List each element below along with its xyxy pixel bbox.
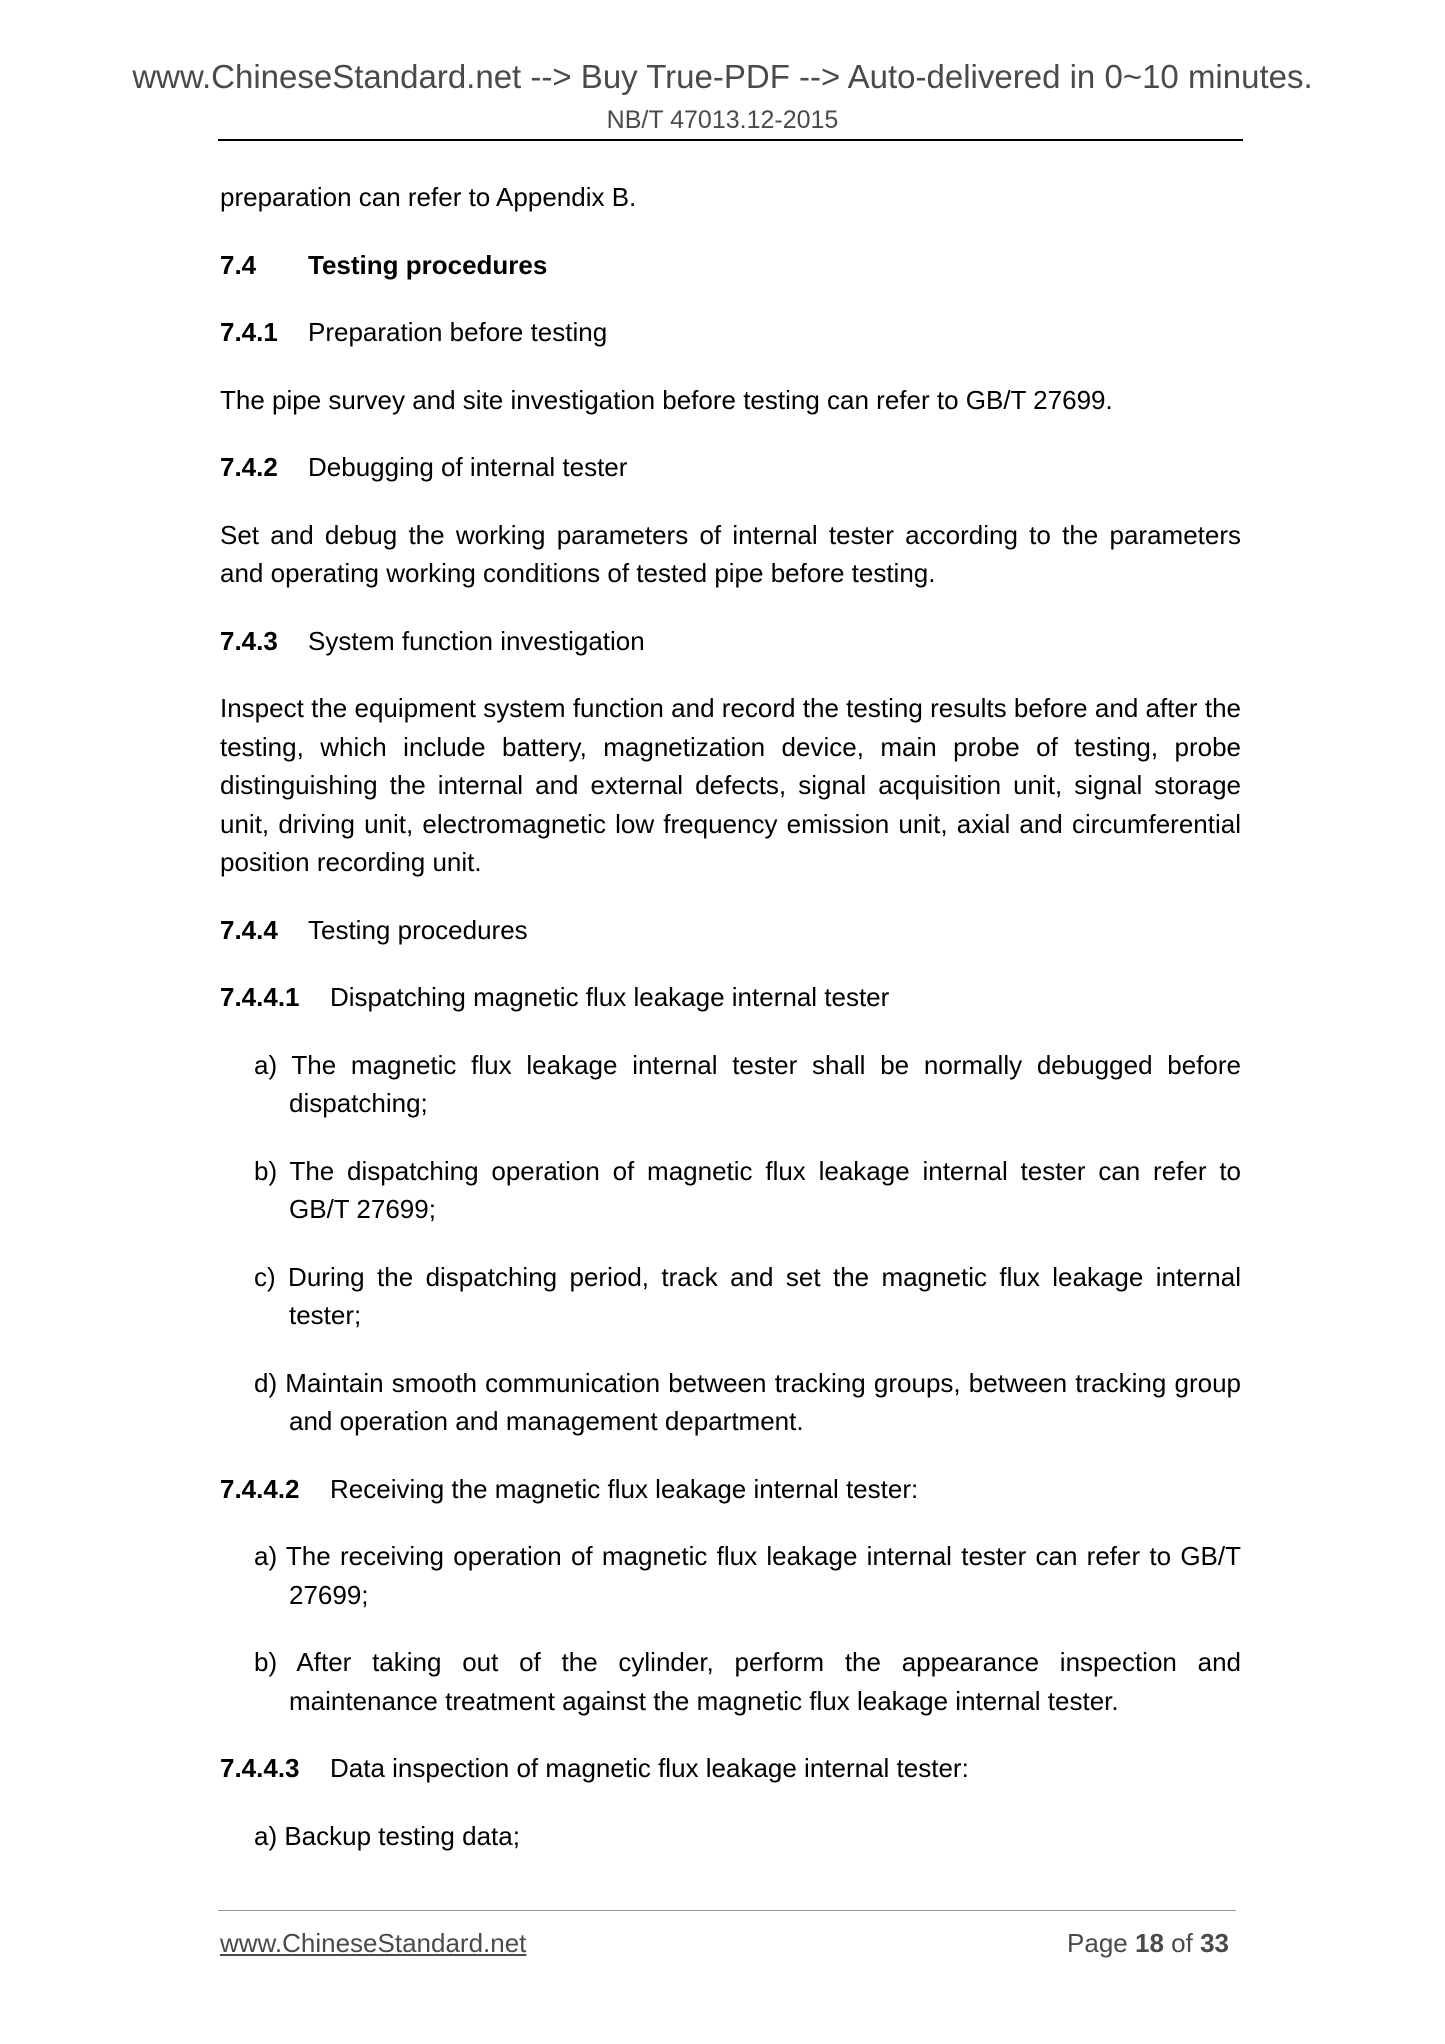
section-number: 7.4.4.3 — [220, 1753, 300, 1783]
standard-number: NB/T 47013.12-2015 — [606, 106, 839, 134]
section-7-4-4-2-heading — [220, 1470, 1241, 1509]
section-number: 7.4 — [220, 249, 257, 280]
section-7-4-3-text: Inspect the equipment system function and record the testing results before and after the testing, which include battery, magnetization device, main probe of testing, probe distinguishing the internal and external defects, signal acquisition unit, signal storage unit, driving unit, electromagnetic low frequency emission unit, axial and circumferential position recording unit. — [220, 693, 1241, 877]
section-7-4-3-heading — [220, 622, 1241, 661]
section-number: 7.4.4.1 — [220, 982, 300, 1012]
page-prefix: Page — [1067, 1928, 1128, 1958]
section-number: 7.4.4 — [220, 914, 278, 945]
section-number: 7.4.3 — [220, 625, 278, 656]
footer-divider — [218, 1910, 1236, 1911]
section-title: Debugging of internal tester — [308, 452, 628, 482]
header-divider — [218, 139, 1243, 141]
list-item: a) The magnetic flux leakage internal tester shall be normally debugged before dispatching; — [254, 1049, 1241, 1118]
section-number: 7.4.2 — [220, 452, 278, 482]
page-total: 33 — [1200, 1928, 1229, 1958]
list-item: a) The receiving operation of magnetic flux leakage internal tester can refer to GB/T 27699; — [254, 1541, 1241, 1610]
section-7-4-1-text: The pipe survey and site investigation before testing can refer to GB/T 27699. — [220, 384, 1113, 415]
list-item: d) Maintain smooth communication between tracking groups, between tracking group and operation and management department. — [254, 1367, 1241, 1436]
list-item: b) After taking out of the cylinder, perform the appearance inspection and maintenance treatment against the magnetic flux leakage internal tester. — [254, 1647, 1241, 1716]
section-7-4-2-text: Set and debug the working parameters of internal tester according to the parameters and operating working conditions of tested pipe before testing. — [220, 519, 1241, 588]
section-7-4-4-heading — [220, 911, 1241, 950]
document-body — [220, 178, 1241, 1884]
list-item: c) During the dispatching period, track and set the magnetic flux leakage internal tester; — [254, 1261, 1241, 1330]
section-title: Preparation before testing — [308, 317, 608, 347]
section-title: Receiving the magnetic flux leakage internal tester: — [330, 1473, 919, 1504]
intro-text: preparation can refer to Appendix B. — [220, 182, 637, 212]
section-7-4-2-heading — [220, 448, 1241, 487]
section-7-4-1-heading — [220, 313, 1241, 352]
section-title: Testing procedures — [308, 914, 528, 945]
list-item: a) Backup testing data; — [254, 1820, 520, 1851]
section-title: Dispatching magnetic flux leakage internal tester — [330, 982, 890, 1012]
page-current: 18 — [1135, 1928, 1164, 1958]
section-7-4-heading — [220, 246, 1241, 285]
section-number: 7.4.4.2 — [220, 1473, 300, 1504]
list-item: b) The dispatching operation of magnetic flux leakage internal tester can refer to GB/T 27699; — [254, 1155, 1241, 1224]
section-title: System function investigation — [308, 625, 645, 656]
header-banner[interactable]: www.ChineseStandard.net --> Buy True-PDF --> Auto-delivered in 0~10 minutes. — [132, 58, 1313, 95]
page-of: of — [1171, 1928, 1193, 1958]
page-indicator — [1067, 1928, 1229, 1959]
section-7-4-4-3-heading — [220, 1749, 1241, 1788]
section-title: Data inspection of magnetic flux leakage internal tester: — [330, 1753, 969, 1783]
footer-site-link[interactable]: www.ChineseStandard.net — [220, 1928, 527, 1958]
section-number: 7.4.1 — [220, 317, 278, 347]
section-7-4-4-1-heading — [220, 978, 1241, 1017]
section-title: Testing procedures — [308, 249, 548, 280]
